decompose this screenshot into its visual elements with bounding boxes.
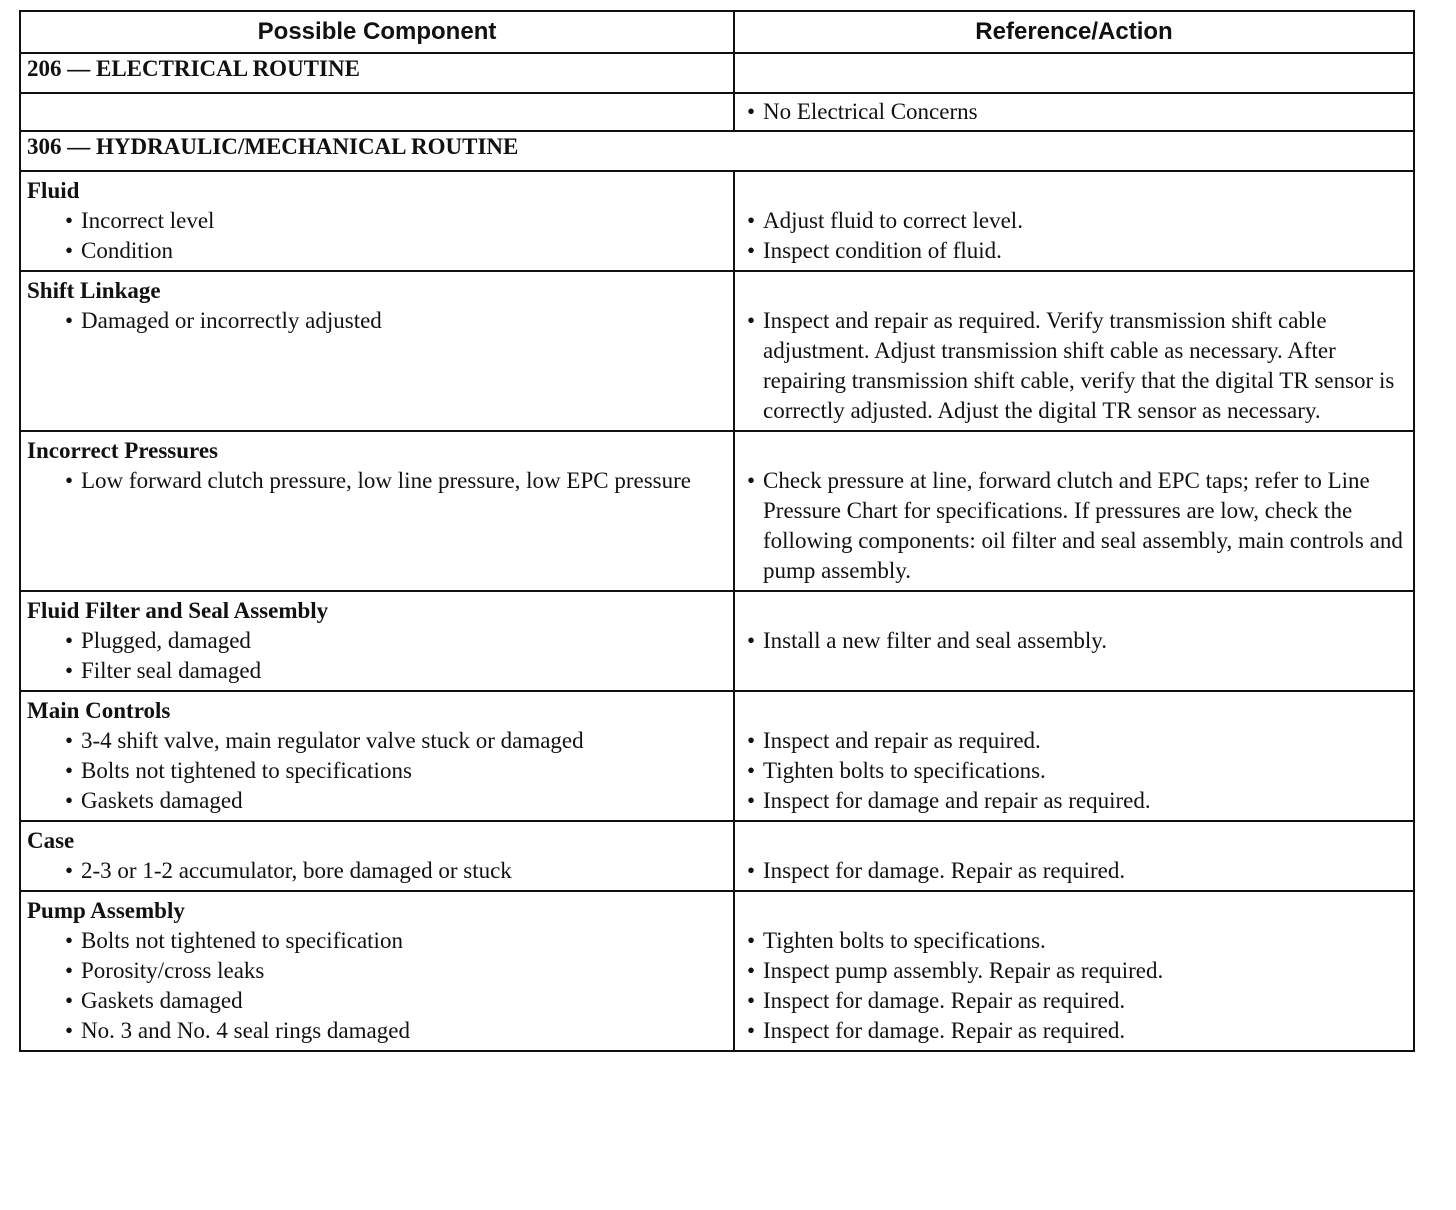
table-row (20, 431, 1414, 591)
list-item: • Install a new filter and seal assembly. (741, 626, 1407, 656)
hydraulic-routine-title: 306 — HYDRAULIC/MECHANICAL ROUTINE (20, 131, 1414, 171)
table-row (20, 821, 1414, 891)
list-item: • Inspect and repair as required. (741, 726, 1407, 756)
list-item: • Inspect condition of fluid. (741, 236, 1407, 266)
table-row (20, 691, 1414, 821)
list-item: • Inspect for damage. Repair as required. (741, 856, 1407, 886)
action-spacer (741, 272, 1407, 306)
list-item: • Gaskets damaged (27, 786, 727, 816)
list-item: • Bolts not tightened to specification (27, 926, 727, 956)
list-item: • Inspect pump assembly. Repair as required. (741, 956, 1407, 986)
list-item: • Adjust fluid to correct level. (741, 206, 1407, 236)
electrical-routine-row (20, 53, 1414, 93)
list-item: • Tighten bolts to specifications. (741, 756, 1407, 786)
component-cell (20, 691, 734, 821)
header-possible-component: Possible Component (20, 11, 734, 53)
group-title: Fluid (27, 178, 80, 203)
list-item: • Tighten bolts to specifications. (741, 926, 1407, 956)
action-cell (734, 691, 1414, 821)
diagnosis-table (19, 10, 1415, 1052)
list-item: • Porosity/cross leaks (27, 956, 727, 986)
action-spacer (741, 692, 1407, 726)
list-item: • No Electrical Concerns (741, 97, 1407, 127)
group-title: Shift Linkage (27, 278, 161, 303)
list-item: • 2-3 or 1-2 accumulator, bore damaged or stuck (27, 856, 727, 886)
action-cell (734, 591, 1414, 691)
component-cell (20, 431, 734, 591)
list-item: • 3-4 shift valve, main regulator valve stuck or damaged (27, 726, 727, 756)
list-item: • Low forward clutch pressure, low line pressure, low EPC pressure (27, 466, 727, 496)
table-row (20, 591, 1414, 691)
table-row (20, 171, 1414, 271)
list-item: • Condition (27, 236, 727, 266)
group-title: Main Controls (27, 698, 171, 723)
action-cell (734, 821, 1414, 891)
list-item: • Filter seal damaged (27, 656, 727, 686)
component-cell (20, 271, 734, 431)
action-spacer (741, 592, 1407, 626)
action-spacer (741, 172, 1407, 206)
table-row (20, 271, 1414, 431)
action-spacer (741, 432, 1407, 466)
action-cell (734, 171, 1414, 271)
electrical-action-cell (734, 93, 1414, 131)
action-cell (734, 891, 1414, 1051)
list-item: • Inspect for damage. Repair as required. (741, 986, 1407, 1016)
list-item: • Incorrect level (27, 206, 727, 236)
list-item: • No. 3 and No. 4 seal rings damaged (27, 1016, 727, 1046)
table-row (20, 891, 1414, 1051)
group-title: Incorrect Pressures (27, 438, 218, 463)
header-reference-action: Reference/Action (734, 11, 1414, 53)
electrical-routine-empty-cell (734, 53, 1414, 93)
list-item: • Bolts not tightened to specifications (27, 756, 727, 786)
hydraulic-routine-row (20, 131, 1414, 171)
electrical-component-empty-cell (20, 93, 734, 131)
list-item: • Inspect for damage. Repair as required. (741, 1016, 1407, 1046)
list-item: • Check pressure at line, forward clutch and EPC taps; refer to Line Pressure Chart for specifications. If pressures are low, check the following components: oil filter and seal assembly, main controls and pump assembly. (741, 466, 1407, 586)
component-cell (20, 171, 734, 271)
group-title: Pump Assembly (27, 898, 185, 923)
group-title: Case (27, 828, 75, 853)
list-item: • Plugged, damaged (27, 626, 727, 656)
action-cell (734, 271, 1414, 431)
list-item: • Damaged or incorrectly adjusted (27, 306, 727, 336)
list-item: • Inspect and repair as required. Verify transmission shift cable adjustment. Adjust transmission shift cable as necessary. After repairing transmission shift cable, verify that the digital TR sensor is correctly adjusted. Adjust the digital TR sensor as necessary. (741, 306, 1407, 426)
electrical-action-row (20, 93, 1414, 131)
list-item: • Gaskets damaged (27, 986, 727, 1016)
action-cell (734, 431, 1414, 591)
component-cell (20, 821, 734, 891)
header-row (20, 11, 1414, 53)
group-title: Fluid Filter and Seal Assembly (27, 598, 329, 623)
list-item: • Inspect for damage and repair as required. (741, 786, 1407, 816)
electrical-routine-title: 206 — ELECTRICAL ROUTINE (20, 53, 734, 93)
component-cell (20, 591, 734, 691)
action-spacer (741, 822, 1407, 856)
action-spacer (741, 892, 1407, 926)
component-cell (20, 891, 734, 1051)
